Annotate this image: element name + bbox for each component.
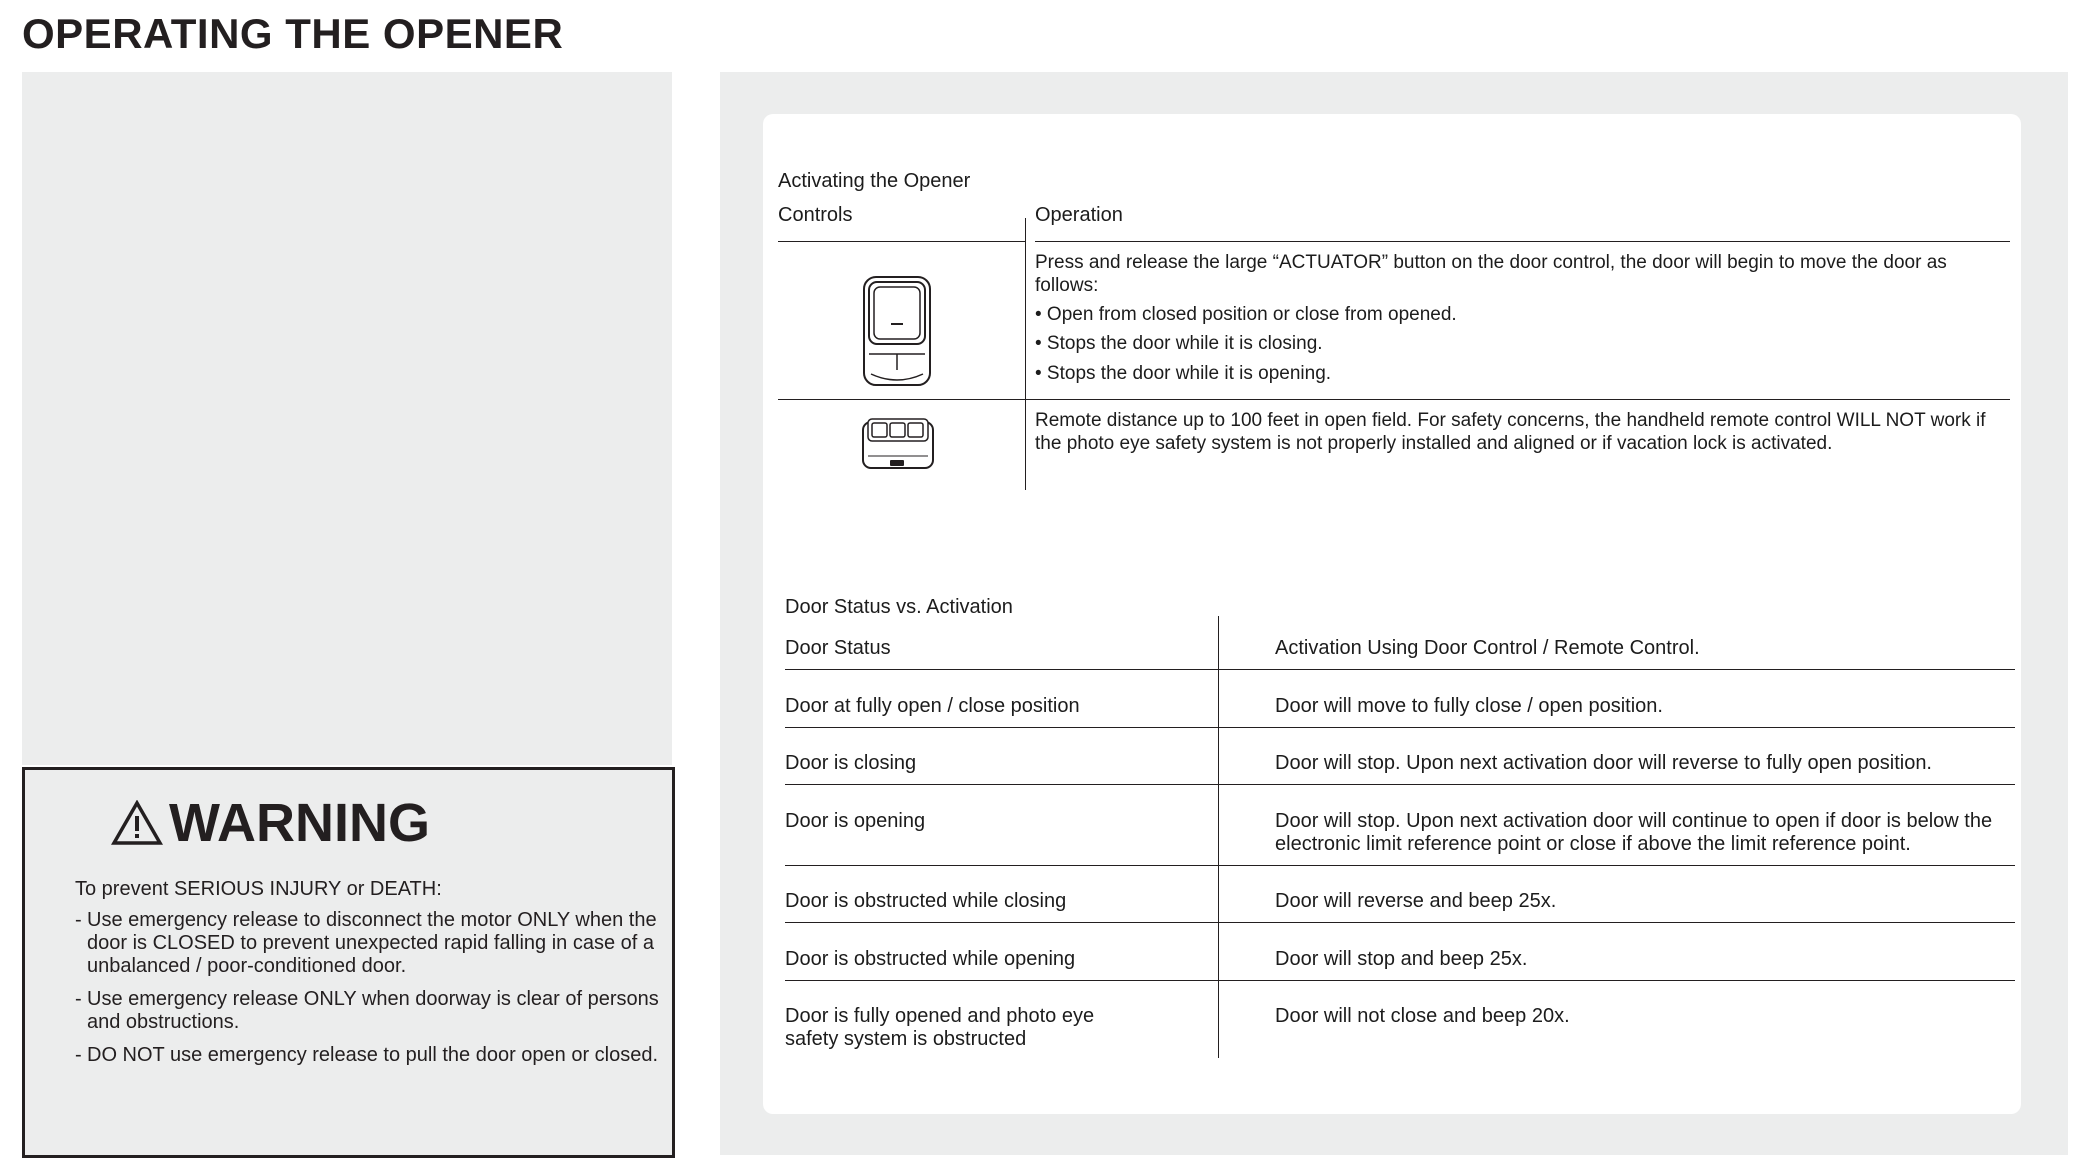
door-control-icon	[861, 274, 933, 388]
status-table-caption: Door Status vs. Activation	[785, 596, 1013, 618]
table-row-activation: Door will stop. Upon next activation door will reverse to fully open position.	[1275, 752, 1932, 774]
illustration-panel	[22, 72, 672, 765]
warning-text	[75, 878, 665, 1077]
tables-panel	[720, 72, 2068, 1155]
table-row-activation: Door will reverse and beep 25x.	[1275, 890, 1557, 912]
actuator-operation-text: Press and release the large “ACTUATOR” button on the door control, the door will begin to move the door as follows:	[1035, 252, 1947, 296]
activating-table-caption: Activating the Opener	[778, 170, 971, 192]
controls-header: Controls	[778, 204, 853, 226]
row-divider	[778, 399, 2010, 400]
tables-card	[763, 114, 2021, 1114]
operation-bullet: • Open from closed position or close from opened.	[1035, 304, 1457, 325]
door-status-header: Door Status	[785, 637, 891, 659]
table-row-activation: Door will move to fully close / open position.	[1275, 695, 1663, 717]
warning-header	[25, 788, 672, 858]
header-rule	[778, 241, 1025, 242]
table-row-status: Door is obstructed while opening	[785, 948, 1076, 970]
warning-box	[22, 767, 675, 1158]
table-row-status: Door at fully open / close position	[785, 695, 1080, 717]
operation-bullet: • Stops the door while it is opening.	[1035, 363, 1332, 384]
row-divider	[785, 980, 2015, 981]
remote-control-icon	[860, 416, 936, 474]
header-rule	[1035, 241, 2010, 242]
activation-header: Activation Using Door Control / Remote Control.	[1275, 637, 1700, 659]
table-row-status: Door is fully opened and photo eye safety system is obstructed	[785, 1005, 1095, 1050]
page-title: OPERATING THE OPENER	[22, 10, 564, 57]
remote-operation-text: Remote distance up to 100 feet in open field. For safety concerns, the handheld remote control WILL NOT work if the photo eye safety system is not properly installed and aligned or if vacation lock is activated.	[1035, 410, 1986, 454]
table-row-activation: Door will stop. Upon next activation door will continue to open if door is below the electronic limit reference point or close if above the limit reference point.	[1275, 810, 1993, 855]
table-row-status: Door is closing	[785, 752, 917, 774]
table-row-activation: Door will stop and beep 25x.	[1275, 948, 1528, 970]
operation-header: Operation	[1035, 204, 1123, 226]
row-divider	[785, 784, 2015, 785]
warning-title: WARNING	[169, 793, 430, 853]
row-divider	[785, 727, 2015, 728]
column-divider	[1218, 616, 1219, 1058]
operation-bullet: • Stops the door while it is closing.	[1035, 333, 1323, 354]
table-row-activation: Door will not close and beep 20x.	[1275, 1005, 1570, 1027]
row-divider	[785, 922, 2015, 923]
column-divider	[1025, 218, 1026, 490]
warning-item: - Use emergency release to disconnect the motor ONLY when the door is CLOSED to prevent unexpected rapid falling in case of a unbalanced / poor-conditioned door.	[75, 909, 657, 977]
warning-triangle-icon	[111, 800, 163, 846]
warning-item: - Use emergency release ONLY when doorway is clear of persons and obstructions.	[75, 988, 659, 1033]
row-divider	[785, 865, 2015, 866]
warning-intro: To prevent SERIOUS INJURY or DEATH:	[75, 878, 442, 900]
warning-item: - DO NOT use emergency release to pull the door open or closed.	[75, 1044, 659, 1066]
table-row-status: Door is obstructed while closing	[785, 890, 1067, 912]
header-rule	[785, 669, 2015, 670]
table-row-status: Door is opening	[785, 810, 926, 832]
